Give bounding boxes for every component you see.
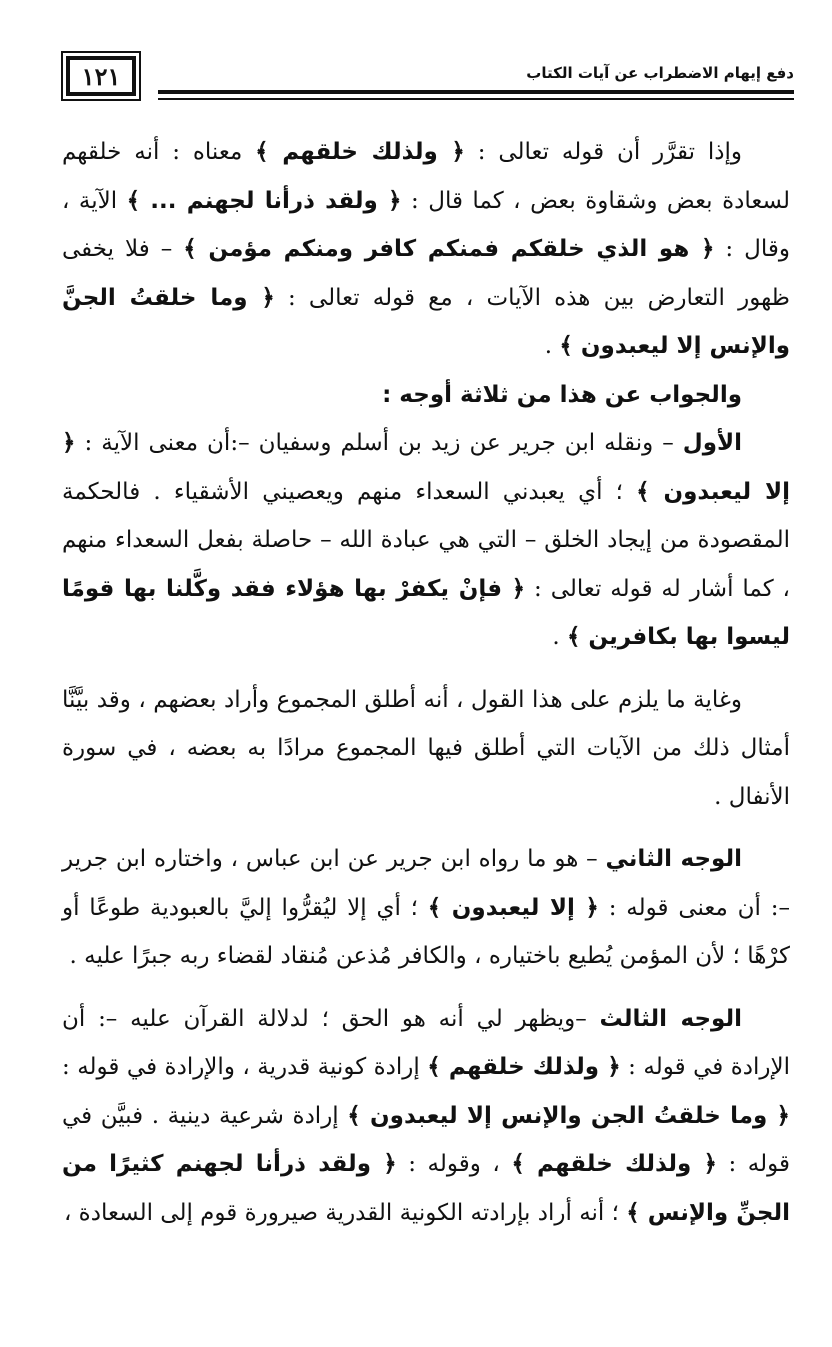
header-rule-thick bbox=[158, 90, 794, 94]
paragraph-intro bbox=[62, 128, 790, 371]
text-run: –ويظهر لي أنه هو الحق ؛ لدلالة القرآن عليه –: أن الإرادة في قوله : bbox=[62, 1005, 791, 1080]
text-run: ، وقوله : bbox=[396, 1151, 512, 1177]
text-run: . bbox=[552, 624, 567, 650]
quran-quote: ﴿ فإنْ يكفرْ بها هؤلاء فقد وكَّلنا بها قومًا ليسوا بها بكافرين ﴾ bbox=[62, 575, 790, 650]
quran-quote: ﴿ إلا ليعبدون ﴾ bbox=[427, 894, 599, 921]
text-run: – هو ما رواه ابن جرير عن ابن عباس ، واختاره ابن جرير –: أن معنى قوله : bbox=[62, 846, 790, 921]
text-run: . bbox=[544, 333, 560, 359]
paragraph-note bbox=[62, 676, 790, 822]
quran-quote: ﴿ ولذلك خلقهم ﴾ bbox=[255, 139, 465, 165]
quran-quote: ﴿ هو الذي خلقكم فمنكم كافر ومنكم مؤمن ﴾ bbox=[183, 236, 715, 262]
quran-quote: ﴿ ولذلك خلقهم ﴾ bbox=[511, 1151, 717, 1177]
quran-quote: ﴿ وما خلقتُ الجن والإنس إلا ليعبدون ﴾ bbox=[347, 1102, 791, 1129]
quran-quote: ﴿ ولذلك خلقهم ﴾ bbox=[427, 1054, 621, 1080]
text-run: إرادة كونية قدرية ، والإرادة في قوله : bbox=[62, 1054, 428, 1080]
page-number: ١٢١ bbox=[66, 56, 136, 96]
quran-quote: ﴿ ولقد ذرأنا لجهنم كثيرًا من الجنِّ والإنس ﴾ bbox=[62, 1151, 790, 1226]
page-header bbox=[62, 52, 794, 112]
paragraph-second-aspect bbox=[62, 835, 790, 981]
text-run: وإذا تقرَّر أن قوله تعالى : bbox=[464, 139, 743, 165]
aspect-label: الأول bbox=[682, 430, 742, 456]
quran-quote: ﴿ ولقد ذرأنا لجهنم ... ﴾ bbox=[126, 187, 402, 214]
section-heading bbox=[62, 371, 790, 420]
quran-quote: ﴿ إلا ليعبدون ﴾ bbox=[62, 430, 790, 505]
text-run: – فلا يخفى ظهور التعارض بين هذه الآيات ، مع قوله تعالى : bbox=[62, 236, 790, 311]
aspect-label: الوجه الثالث bbox=[599, 1005, 742, 1032]
running-title: دفع إيهام الاضطراب عن آيات الكتاب bbox=[526, 64, 794, 82]
header-rule-thin bbox=[158, 98, 794, 100]
quran-quote: ﴿ وما خلقتُ الجنَّ والإنس إلا ليعبدون ﴾ bbox=[62, 284, 790, 359]
paragraph-first-aspect bbox=[62, 419, 790, 662]
text-run: إرادة شرعية دينية . فبيَّن في قوله : bbox=[62, 1102, 791, 1177]
text-run: ؛ أي يعبدني السعداء منهم ويعصيني الأشقياء . فالحكمة المقصودة من إيجاد الخلق – التي هي عبادة الله – حاصلة بفعل السعداء منهم ، كما أشار له قوله تعالى : bbox=[62, 478, 790, 602]
text-run: – ونقله ابن جرير عن زيد بن أسلم وسفيان –:أن معنى الآية : bbox=[75, 430, 683, 456]
aspect-label: الوجه الثاني bbox=[605, 846, 742, 872]
paragraph-third-aspect bbox=[62, 995, 790, 1238]
heading-text: والجواب عن هذا من ثلاثة أوجه : bbox=[382, 381, 742, 408]
body-text bbox=[62, 128, 790, 1237]
text-run: ؛ أنه أراد بإرادته الكونية القدرية صيرورة قوم إلى السعادة ، bbox=[63, 1199, 627, 1226]
text-run: الآية ، وقال : bbox=[62, 187, 790, 262]
text-run: معناه : أنه خلقهم لسعادة بعض وشقاوة بعض ، كما قال : bbox=[62, 139, 790, 214]
text-run: وغاية ما يلزم على هذا القول ، أنه أطلق المجموع وأراد بعضهم ، وقد بيَّنَّا أمثال ذلك من الآيات التي أطلق فيها المجموع مرادًا به بعضه ، في سورة الأنفال . bbox=[62, 686, 790, 810]
text-run: ؛ أي إلا ليُقرُّوا إليَّ بالعبودية طوعًا أو كرْهًا ؛ لأن المؤمن يُطيع باختياره ، والكافر مُذعن مُنقاد لقضاء ربه جبرًا عليه . bbox=[62, 894, 790, 969]
